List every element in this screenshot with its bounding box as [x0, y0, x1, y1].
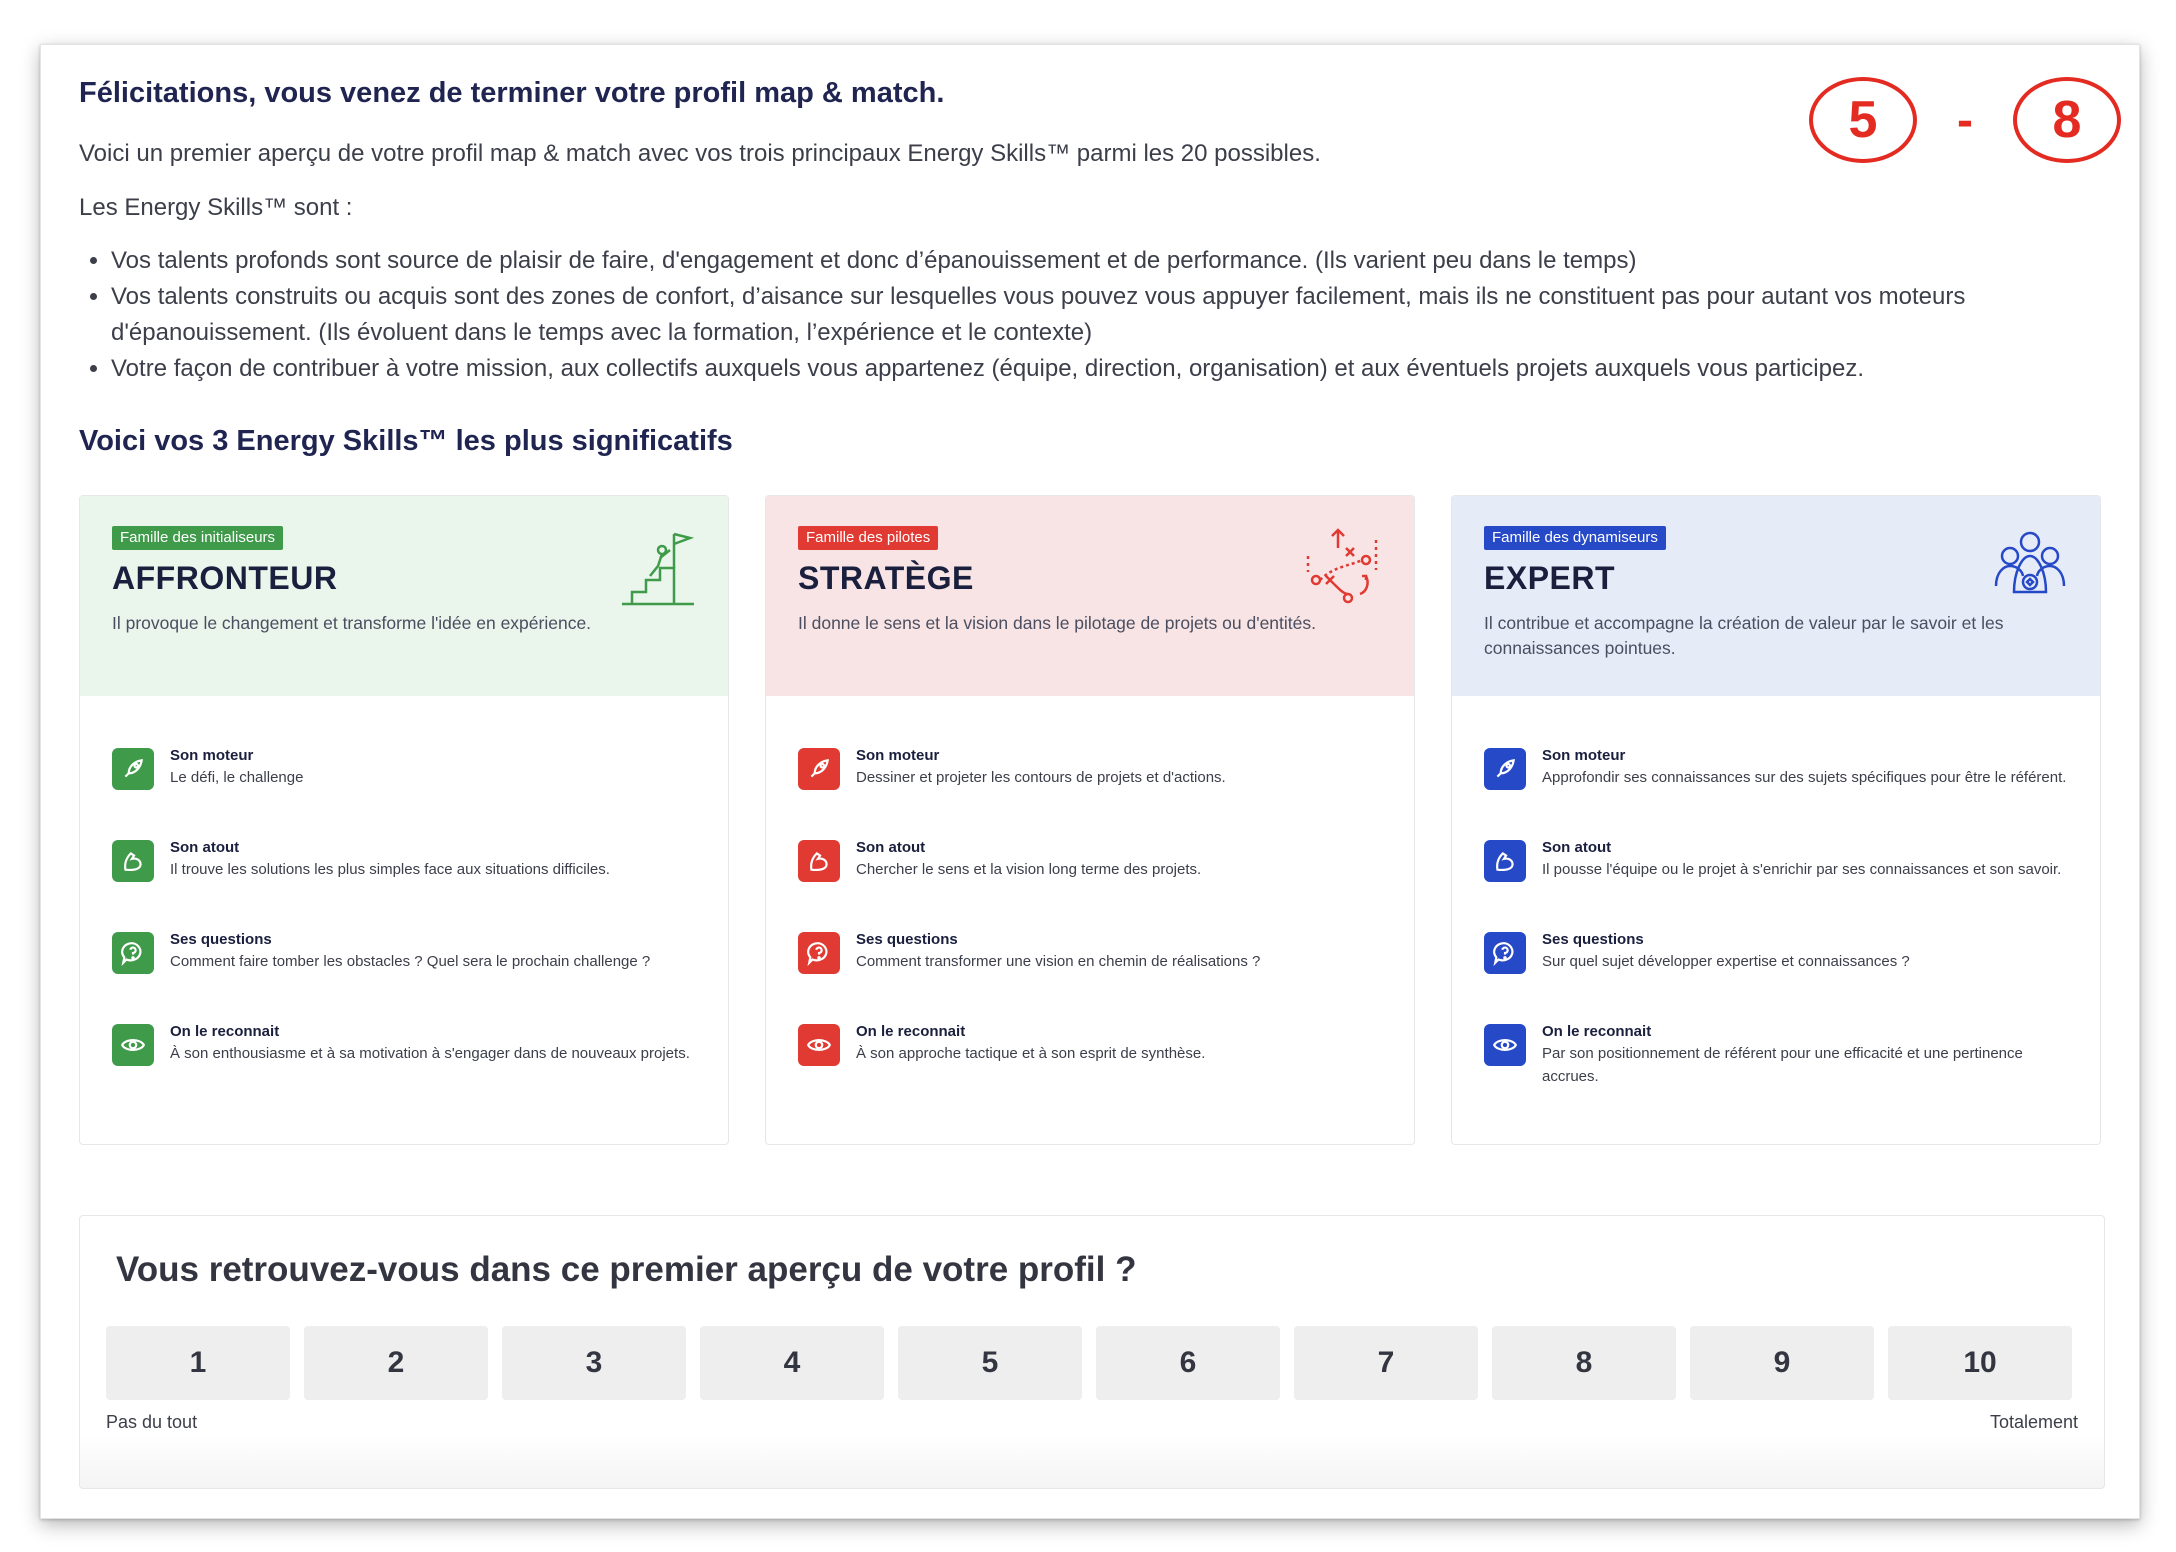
skill-card-expert	[1451, 495, 2101, 1145]
intro-text-2: Les Energy Skills™ sont :	[79, 194, 353, 221]
row-label: On le reconnait	[856, 1023, 966, 1040]
section-title: Voici vos 3 Energy Skills™ les plus significatifs	[79, 425, 733, 457]
row-value: Comment transformer une vision en chemin de réalisations ?	[856, 953, 1261, 970]
list-item: • Votre façon de contribuer à votre mission, aux collectifs auxquels vous appartenez (équipe, direction, organisation) et aux éventuels projets auxquels vous participez.	[111, 351, 2101, 387]
rocket-icon	[1484, 748, 1526, 790]
expert-group-icon	[1990, 526, 2070, 606]
row-value: À son enthousiasme et à sa motivation à s'engager dans de nouveaux projets.	[170, 1045, 690, 1062]
family-tag: Famille des dynamiseurs	[1484, 526, 1666, 550]
scale-min-label: Pas du tout	[106, 1412, 198, 1432]
list-item	[1484, 838, 2068, 930]
rating-option-8[interactable]: 8	[1492, 1326, 1676, 1400]
question-bubble-icon	[112, 932, 154, 974]
row-value: Par son positionnement de référent pour une efficacité et une pertinence accrues.	[1542, 1045, 2023, 1085]
energy-skills-list	[79, 243, 2101, 387]
list-item	[1484, 1022, 2068, 1114]
rating-option-5[interactable]: 5	[898, 1326, 1082, 1400]
card-description: Il contribue et accompagne la création de valeur par le savoir et les connaissances pointues.	[1484, 613, 2004, 658]
row-label: On le reconnait	[1542, 1023, 1652, 1040]
row-value: Comment faire tomber les obstacles ? Quel sera le prochain challenge ?	[170, 953, 651, 970]
skill-card-stratege	[765, 495, 1415, 1145]
row-value: Il trouve les solutions les plus simples face aux situations difficiles.	[170, 861, 610, 878]
list-item	[798, 838, 1382, 930]
card-description: Il donne le sens et la vision dans le pilotage de projets ou d'entités.	[798, 613, 1316, 633]
row-label: Son atout	[856, 839, 926, 856]
card-body	[1452, 696, 2100, 1114]
rating-option-3[interactable]: 3	[502, 1326, 686, 1400]
muscle-icon	[798, 840, 840, 882]
eye-icon	[112, 1024, 154, 1066]
list-item	[112, 1022, 696, 1114]
list-item	[112, 838, 696, 930]
rating-option-1[interactable]: 1	[106, 1326, 290, 1400]
list-item	[112, 930, 696, 1022]
rating-scale	[106, 1326, 2078, 1400]
card-title: AFFRONTEUR	[112, 560, 338, 596]
list-item: • Vos talents profonds sont source de plaisir de faire, d'engagement et donc d’épanouissement et de performance. (Ils varient peu dans le temps)	[111, 243, 2101, 279]
row-label: Ses questions	[170, 931, 272, 948]
rocket-icon	[798, 748, 840, 790]
strategy-play-icon	[1304, 526, 1384, 606]
row-label: Son atout	[1542, 839, 1612, 856]
skill-card-affronteur	[79, 495, 729, 1145]
row-label: Ses questions	[856, 931, 958, 948]
rating-option-6[interactable]: 6	[1096, 1326, 1280, 1400]
profile-rating-survey	[79, 1215, 2105, 1489]
row-value: Le défi, le challenge	[170, 769, 304, 786]
list-item	[112, 746, 696, 838]
list-item	[1484, 746, 2068, 838]
row-label: Son atout	[170, 839, 240, 856]
row-label: Son moteur	[856, 747, 940, 764]
list-item	[1484, 930, 2068, 1022]
scale-max-label: Totalement	[1989, 1412, 2078, 1432]
row-label: Son moteur	[170, 747, 254, 764]
muscle-icon	[112, 840, 154, 882]
annotation-circle-left: 5	[1809, 77, 1917, 163]
row-label: On le reconnait	[170, 1023, 280, 1040]
row-label: Ses questions	[1542, 931, 1644, 948]
card-title: STRATÈGE	[798, 560, 974, 596]
row-value: Approfondir ses connaissances sur des sujets spécifiques pour être le référent.	[1542, 769, 2067, 786]
row-value: Chercher le sens et la vision long terme des projets.	[856, 861, 1202, 878]
row-label: Son moteur	[1542, 747, 1626, 764]
rocket-icon	[112, 748, 154, 790]
card-body	[766, 696, 1414, 1114]
card-header	[1452, 496, 2100, 696]
row-value: À son approche tactique et à son esprit de synthèse.	[856, 1045, 1206, 1062]
survey-question: Vous retrouvez-vous dans ce premier aperçu de votre profil ?	[116, 1250, 1137, 1289]
card-description: Il provoque le changement et transforme l'idée en expérience.	[112, 613, 592, 633]
muscle-icon	[1484, 840, 1526, 882]
list-item	[798, 1022, 1382, 1114]
annotation-circle-right: 8	[2013, 77, 2121, 163]
card-title: EXPERT	[1484, 560, 1616, 596]
question-bubble-icon	[798, 932, 840, 974]
family-tag: Famille des pilotes	[798, 526, 938, 550]
score-annotation	[1809, 77, 2121, 163]
row-value: Dessiner et projeter les contours de projets et d'actions.	[856, 769, 1226, 786]
page-title: Félicitations, vous venez de terminer votre profil map & match.	[79, 77, 945, 109]
rating-option-7[interactable]: 7	[1294, 1326, 1478, 1400]
eye-icon	[1484, 1024, 1526, 1066]
rating-option-10[interactable]: 10	[1888, 1326, 2072, 1400]
question-bubble-icon	[1484, 932, 1526, 974]
card-header	[766, 496, 1414, 696]
row-value: Sur quel sujet développer expertise et connaissances ?	[1542, 953, 1910, 970]
list-item: • Vos talents construits ou acquis sont des zones de confort, d’aisance sur lesquelles vous pouvez vous appuyer facilement, mais ils ne constituent pas pour autant vos moteurs d'épanouissement. (Ils évoluent dans le temps avec la formation, l’expérience et le contexte)	[111, 279, 2101, 351]
rating-option-9[interactable]: 9	[1690, 1326, 1874, 1400]
rating-option-2[interactable]: 2	[304, 1326, 488, 1400]
intro-text: Voici un premier aperçu de votre profil map & match avec vos trois principaux Energy Skills™ parmi les 20 possibles.	[79, 140, 1321, 167]
eye-icon	[798, 1024, 840, 1066]
scale-labels	[106, 1412, 2078, 1433]
family-tag: Famille des initialiseurs	[112, 526, 283, 550]
card-header	[80, 496, 728, 696]
card-body	[80, 696, 728, 1114]
climber-flag-icon	[618, 526, 698, 606]
row-value: Il pousse l'équipe ou le projet à s'enrichir par ses connaissances et son savoir.	[1542, 861, 2062, 878]
profile-result-panel	[40, 44, 2140, 1519]
energy-skills-cards	[79, 495, 2101, 1145]
list-item	[798, 746, 1382, 838]
list-item	[798, 930, 1382, 1022]
annotation-dash: -	[1957, 93, 1973, 147]
rating-option-4[interactable]: 4	[700, 1326, 884, 1400]
